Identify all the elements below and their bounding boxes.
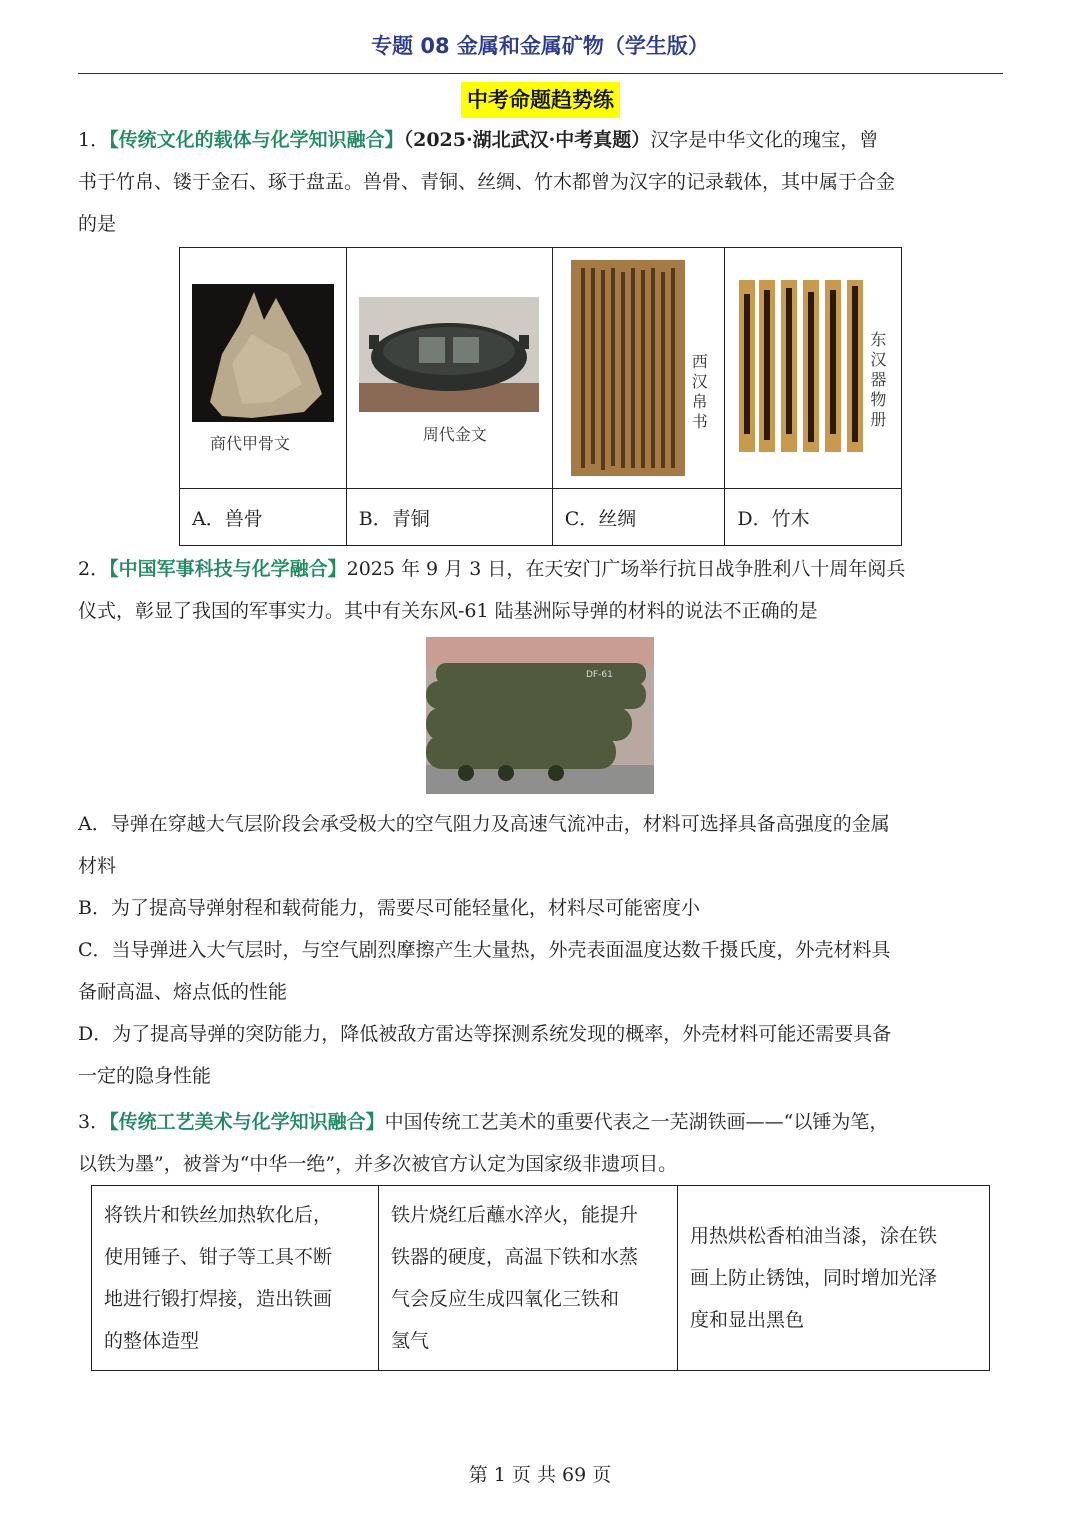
question-number: 3．	[78, 1111, 110, 1133]
figure-cell	[725, 248, 902, 489]
cell-line: 地进行锻打焊接，造出铁画	[104, 1288, 333, 1310]
question-line: 中国传统工艺美术的重要代表之一芜湖铁画——“以锤为笔，	[384, 1111, 889, 1133]
cell-line: 的整体造型	[104, 1330, 200, 1352]
question-line: 以铁为墨”，被誉为“中华一绝”，并多次被官方认定为国家级非遗项目。	[78, 1153, 678, 1175]
option-c[interactable]: C．丝绸	[552, 489, 725, 546]
page-number: 第 1 页 共 69 页	[468, 1464, 612, 1486]
option-c[interactable]: C．当导弹进入大气层时，与空气剧烈摩擦产生大量热，外壳表面温度达数千摄氏度，外壳材料具	[78, 939, 891, 961]
header-divider	[78, 73, 1003, 74]
cell-line: 铁器的硬度，高温下铁和水蒸	[391, 1246, 639, 1268]
cell-line: 度和显出黑色	[690, 1309, 805, 1331]
question-2-text	[78, 548, 1004, 632]
figure-caption: 西汉帛书	[691, 352, 708, 431]
option-c-cont: 备耐高温、熔点低的性能	[78, 981, 288, 1003]
cell-line: 气会反应生成四氧化三铁和	[391, 1288, 620, 1310]
figure-cell	[552, 248, 725, 489]
option-b[interactable]: B．青铜	[346, 489, 552, 546]
question-number: 2．	[78, 558, 110, 580]
figure-cell	[346, 248, 552, 489]
question-tag: 【中国军事科技与化学融合】	[109, 558, 347, 580]
missile-label: DF-61	[586, 670, 613, 680]
question-number: 1．	[78, 129, 110, 151]
question-3-text	[78, 1101, 1004, 1185]
cell-line: 将铁片和铁丝加热软化后，	[104, 1204, 333, 1226]
bronze-vessel-image	[359, 297, 539, 412]
question-source: （2025·湖北武汉·中考真题）	[403, 129, 651, 151]
figure-cell	[180, 248, 347, 489]
cell-line: 氢气	[391, 1330, 430, 1352]
figure-caption: 商代甲骨文	[210, 434, 291, 453]
option-b[interactable]: B．为了提高导弹射程和载荷能力，需要尽可能轻量化，材料尽可能密度小	[78, 897, 700, 919]
option-a-cont: 材料	[78, 855, 117, 877]
figure-caption: 东汉器物册	[870, 330, 887, 429]
option-d[interactable]: D．为了提高导弹的突防能力，降低被敌方雷达等探测系统发现的概率，外壳材料可能还需要具备	[78, 1023, 892, 1045]
question-line: 书于竹帛、镂于金石、琢于盘盂。兽骨、青铜、丝绸、竹木都曾为汉字的记录载体，其中属于合金	[78, 171, 896, 193]
silk-manuscript-image	[571, 260, 685, 476]
question-2-options	[78, 803, 1004, 1097]
question-1-text	[78, 119, 1004, 245]
question-line: 2025 年 9 月 3 日，在天安门广场举行抗日战争胜利八十周年阅兵	[346, 558, 906, 580]
option-a[interactable]: A．导弹在穿越大气层阶段会承受极大的空气阻力及高速气流冲击，材料可选择具备高强度的金属	[78, 813, 890, 835]
oracle-bone-image	[192, 284, 334, 422]
figure-caption: 周代金文	[422, 425, 487, 444]
table-cell	[379, 1186, 678, 1371]
question-line: 汉字是中华文化的瑰宝，曾	[650, 129, 879, 151]
missile-parade-image	[426, 637, 654, 794]
page-header-title: 专题 08 金属和金属矿物（学生版）	[371, 34, 709, 58]
question-3-table	[91, 1185, 990, 1371]
cell-line: 使用锤子、钳子等工具不断	[104, 1246, 333, 1268]
cell-line: 铁片烧红后蘸水淬火，能提升	[391, 1204, 639, 1226]
bamboo-slips-image	[737, 280, 867, 452]
question-tag: 【传统工艺美术与化学知识融合】	[109, 1111, 385, 1133]
table-cell	[92, 1186, 379, 1371]
question-line: 的是	[78, 213, 117, 235]
question-line: 仪式，彰显了我国的军事实力。其中有关东风-61 陆基洲际导弹的材料的说法不正确的是	[78, 600, 818, 622]
cell-line: 用热烘松香柏油当漆，涂在铁	[690, 1225, 938, 1247]
option-d[interactable]: D．竹木	[725, 489, 902, 546]
cell-line: 画上防止锈蚀，同时增加光泽	[690, 1267, 938, 1289]
table-cell	[678, 1186, 990, 1371]
option-d-cont: 一定的隐身性能	[78, 1065, 212, 1087]
question-1-options-table	[179, 247, 902, 546]
section-title: 中考命题趋势练	[461, 82, 620, 118]
question-tag: 【传统文化的载体与化学知识融合】	[109, 129, 404, 151]
option-a[interactable]: A．兽骨	[180, 489, 347, 546]
